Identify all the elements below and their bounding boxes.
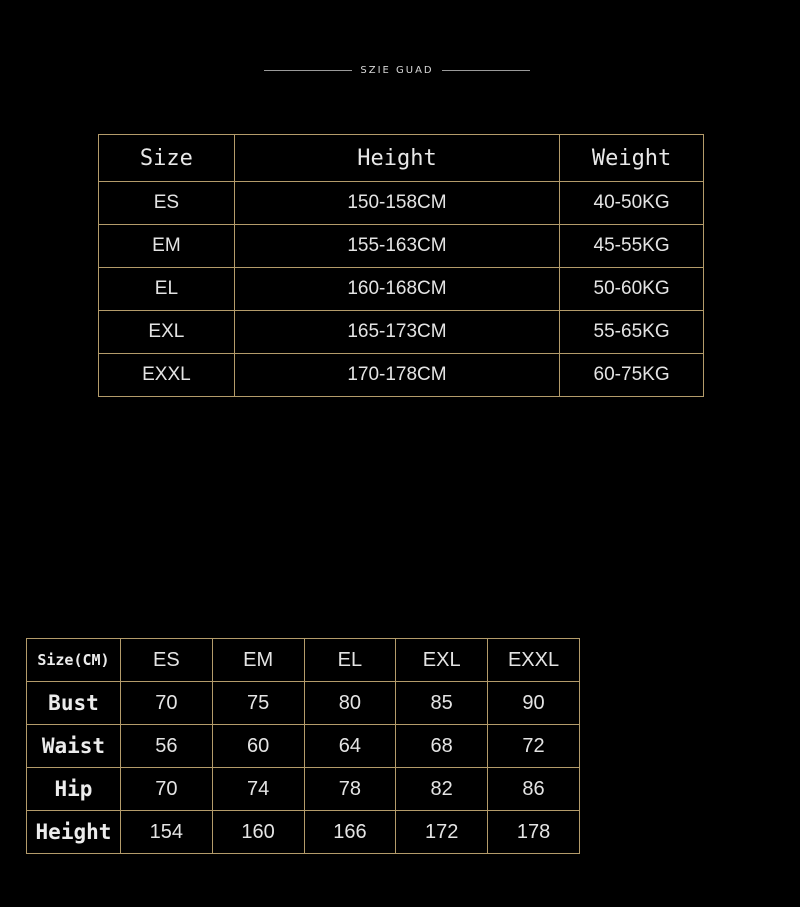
value-cell: 80 xyxy=(304,682,396,725)
value-cell: 160 xyxy=(212,811,304,854)
column-header-weight: Weight xyxy=(560,135,704,182)
weight-cell: 45-55KG xyxy=(560,225,704,268)
size-cell: EXXL xyxy=(99,354,235,397)
table-header-row xyxy=(27,639,580,682)
value-cell: 90 xyxy=(488,682,580,725)
size-header: EXXL xyxy=(488,639,580,682)
height-cell: 160-168CM xyxy=(234,268,559,311)
size-header: EM xyxy=(212,639,304,682)
table-row xyxy=(27,682,580,725)
height-cell: 155-163CM xyxy=(234,225,559,268)
row-label-bust: Bust xyxy=(27,682,121,725)
value-cell: 74 xyxy=(212,768,304,811)
value-cell: 172 xyxy=(396,811,488,854)
size-header: ES xyxy=(120,639,212,682)
table-row xyxy=(99,354,704,397)
size-cell: EXL xyxy=(99,311,235,354)
value-cell: 178 xyxy=(488,811,580,854)
value-cell: 75 xyxy=(212,682,304,725)
table-row xyxy=(99,182,704,225)
value-cell: 68 xyxy=(396,725,488,768)
value-cell: 154 xyxy=(120,811,212,854)
value-cell: 85 xyxy=(396,682,488,725)
table-row xyxy=(27,725,580,768)
value-cell: 70 xyxy=(120,682,212,725)
table-row xyxy=(99,225,704,268)
value-cell: 70 xyxy=(120,768,212,811)
value-cell: 72 xyxy=(488,725,580,768)
row-label-waist: Waist xyxy=(27,725,121,768)
table-header-row xyxy=(99,135,704,182)
value-cell: 60 xyxy=(212,725,304,768)
weight-cell: 40-50KG xyxy=(560,182,704,225)
size-cell: EM xyxy=(99,225,235,268)
size-cell: ES xyxy=(99,182,235,225)
weight-cell: 55-65KG xyxy=(560,311,704,354)
height-cell: 150-158CM xyxy=(234,182,559,225)
heading-rule-right xyxy=(442,70,530,71)
table-row xyxy=(27,811,580,854)
value-cell: 82 xyxy=(396,768,488,811)
corner-header: Size(CM) xyxy=(27,639,121,682)
height-weight-size-table xyxy=(98,134,704,397)
table-row xyxy=(99,311,704,354)
column-header-size: Size xyxy=(99,135,235,182)
value-cell: 166 xyxy=(304,811,396,854)
body-measurement-table xyxy=(26,638,580,854)
height-cell: 165-173CM xyxy=(234,311,559,354)
weight-cell: 60-75KG xyxy=(560,354,704,397)
size-guide-heading xyxy=(264,62,530,78)
row-label-hip: Hip xyxy=(27,768,121,811)
heading-text: SZIE GUAD xyxy=(360,64,434,76)
size-header: EXL xyxy=(396,639,488,682)
value-cell: 64 xyxy=(304,725,396,768)
value-cell: 56 xyxy=(120,725,212,768)
column-header-height: Height xyxy=(234,135,559,182)
value-cell: 86 xyxy=(488,768,580,811)
row-label-height: Height xyxy=(27,811,121,854)
height-cell: 170-178CM xyxy=(234,354,559,397)
weight-cell: 50-60KG xyxy=(560,268,704,311)
table-row xyxy=(27,768,580,811)
size-cell: EL xyxy=(99,268,235,311)
value-cell: 78 xyxy=(304,768,396,811)
heading-rule-left xyxy=(264,70,352,71)
size-header: EL xyxy=(304,639,396,682)
table-row xyxy=(99,268,704,311)
